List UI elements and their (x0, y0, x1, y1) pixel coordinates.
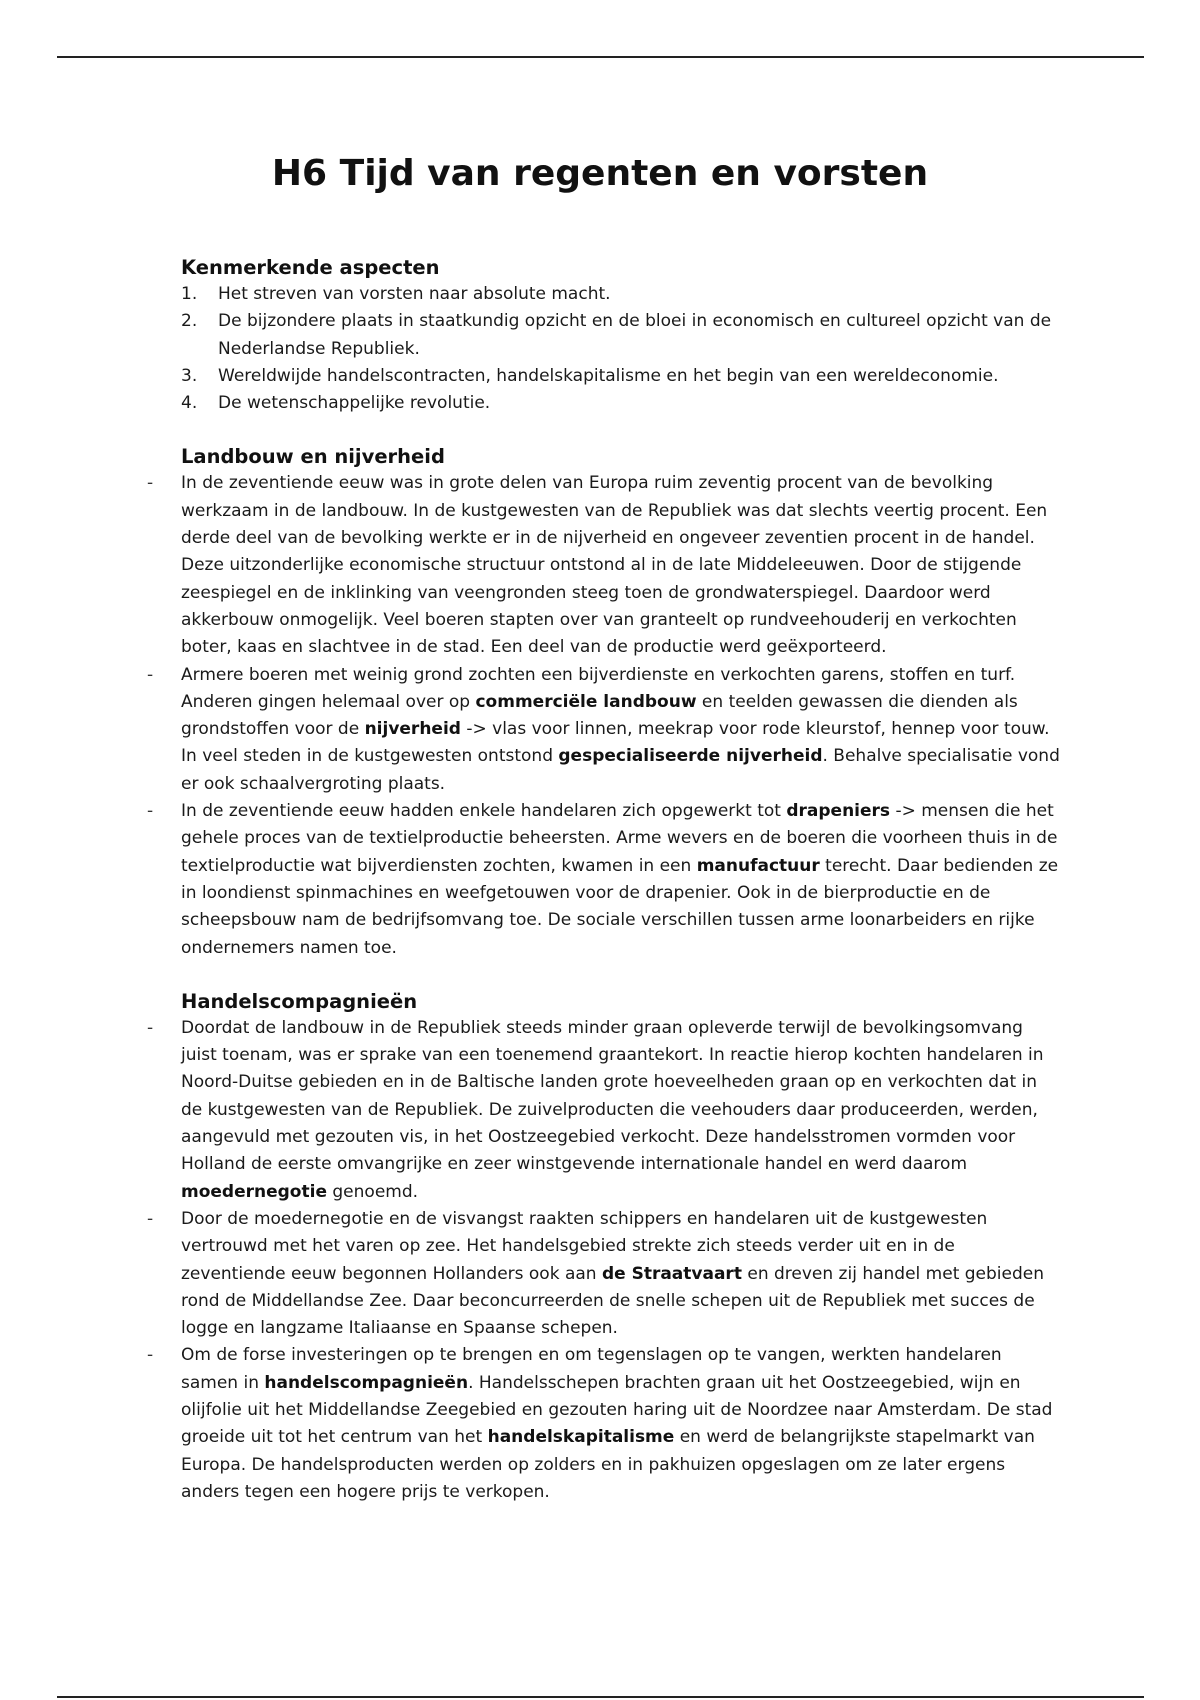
section-heading-handel: Handelscompagnieën (181, 989, 418, 1013)
bold-term: de Straatvaart (601, 1263, 742, 1284)
paragraph-text: . Behalve specialisatie vond er ook schaalvergroting plaats. (181, 746, 1060, 794)
paragraph-text: en werd de belangrijkste stapelmarkt van Europa. De handelsproducten werden op zolders en in pakhuizen opgeslagen om ze later ergens anders tegen een hogere prijs te verkopen. (181, 1427, 1035, 1502)
document-body (147, 254, 1061, 1506)
bullet-paragraph (147, 1015, 1061, 1206)
list-number: 3. (181, 365, 198, 386)
list-item-text: Wereldwijde handelscontracten, handelskapitalisme en het begin van een wereldeconomie. (218, 365, 999, 386)
spacer (181, 962, 1061, 988)
bold-term: commerciële landbouw (475, 691, 697, 712)
list-item (181, 363, 1061, 390)
section-heading-landbouw: Landbouw en nijverheid (181, 445, 445, 469)
bold-term: nijverheid (364, 719, 461, 740)
list-number: 1. (181, 284, 198, 304)
bullet-paragraph (147, 1206, 1061, 1342)
dash-bullet: - (147, 1017, 154, 1038)
dash-bullet: - (147, 473, 154, 494)
bold-term: handelskapitalisme (487, 1427, 675, 1448)
spacer (181, 417, 1061, 443)
list-item-text: Het streven van vorsten naar absolute macht. (218, 284, 611, 304)
paragraph-text: terecht. Daar bedienden ze in loondienst spinmachines en weefgetouwen voor de drapenier. Ook in de bierproductie en de scheepsbouw nam de bedrijfsomvang toe. De sociale verschillen tussen arme loonarbeiders en rijke ondernemers namen toe. (181, 855, 1059, 958)
paragraph-text: In de zeventiende eeuw hadden enkele handelaren zich opgewerkt tot (181, 801, 787, 822)
paragraph-text: Om de forse investeringen op te brengen en om tegenslagen op te vangen, werkten handelaren samen in (181, 1345, 1002, 1393)
dash-bullet: - (147, 1208, 154, 1229)
bold-term: gespecialiseerde nijverheid (558, 746, 823, 767)
paragraph-text: Door de moedernegotie en de visvangst raakten schippers en handelaren uit de kustgewesten vertrouwd met het varen op zee. Het handelsgebied strekte zich steeds verder uit en in de zeventiende eeuw begonnen Hollanders ook aan (181, 1208, 988, 1284)
page-title: H6 Tijd van regenten en vorsten (271, 153, 929, 194)
paragraph-text: In de zeventiende eeuw was in grote delen van Europa ruim zeventig procent van de bevolking werkzaam in de landbouw. In de kustgewesten van de Republiek was dat slechts veertig procent. Een derde deel van de bevolking werkte er in de nijverheid en ongeveer zeventien procent in de handel. Deze uitzonderlijke economische structuur ontstond al in de late Middeleeuwen. Door de stijgende zeespiegel en de inklinking van veengronden steeg toen de grondwaterspiegel. Daardoor werd akkerbouw onmogelijk. Veel boeren stapten over van granteelt op rundveehouderij en verkochten boter, kaas en slachtvee in de stad. Een deel van de productie werd geëxporteerd. (181, 473, 1048, 658)
paragraph-text: en dreven zij handel met gebieden rond de Middellandse Zee. Daar beconcurreerden de snelle schepen uit de Republiek met succes de logge en langzame Italiaanse en Spaanse schepen. (181, 1263, 1045, 1339)
section-heading-kenmerkende: Kenmerkende aspecten (181, 256, 440, 279)
bullet-paragraph (147, 798, 1061, 962)
list-item-text: De wetenschappelijke revolutie. (218, 393, 491, 414)
paragraph-text: en teelden gewassen die dienden als grondstoffen voor de (181, 691, 1018, 740)
paragraph-text: genoemd. (326, 1181, 419, 1202)
bullet-paragraph (147, 470, 1061, 661)
bullet-paragraph (147, 662, 1061, 798)
list-number: 2. (181, 311, 198, 332)
bold-term: manufactuur (696, 855, 820, 876)
list-item (181, 390, 1061, 417)
list-item (181, 281, 1061, 308)
bold-term: handelscompagnieën (264, 1372, 469, 1393)
top-rule (57, 56, 1144, 58)
paragraph-text: . Handelsschepen brachten graan uit het Oostzeegebied, wijn en olijfolie uit het Middellandse Zeegebied en gezouten haring uit de Noordzee naar Amsterdam. De stad groeide uit tot het centrum van het (181, 1372, 1053, 1448)
dash-bullet: - (147, 664, 154, 685)
paragraph-text: Doordat de landbouw in de Republiek steeds minder graan opleverde terwijl de bevolkingsomvang juist toenam, was er sprake van een toenemend graantekort. In reactie hierop kochten handelaren in Noord-Duitse gebieden en in de Baltische landen grote hoeveelheden graan op en verkochten dat in de kustgewesten van de Republiek. De zuivelproducten die veehouders daar produceerden, werden, aangevuld met gezouten vis, in het Oostzeegebied verkocht. Deze handelsstromen vormden voor Holland de eerste omvangrijke en zeer winstgevende internationale handel en werd daarom (181, 1017, 1044, 1175)
bullet-paragraph (147, 1342, 1061, 1506)
paragraph-text: Armere boeren met weinig grond zochten een bijverdienste en verkochten garens, stoffen en turf. Anderen gingen helemaal over op (181, 664, 1016, 712)
paragraph-text: -> vlas voor linnen, meekrap voor rode kleurstof, hennep voor touw. In veel steden in de kustgewesten ontstond (181, 719, 1050, 767)
numbered-list (181, 281, 1061, 417)
list-number: 4. (181, 393, 198, 414)
bullet-list-landbouw (147, 470, 1061, 961)
dash-bullet: - (147, 1345, 154, 1366)
list-item (181, 308, 1061, 363)
list-item-text: De bijzondere plaats in staatkundig opzicht en de bloei in economisch en cultureel opzicht van de Nederlandse Republiek. (218, 311, 1052, 359)
bold-term: moedernegotie (181, 1181, 327, 1202)
bullet-list-handel (147, 1015, 1061, 1506)
bold-term: drapeniers (786, 801, 891, 822)
bottom-rule (57, 1696, 1144, 1698)
dash-bullet: - (147, 801, 154, 822)
paragraph-text: -> mensen die het gehele proces van de textielproductie beheersten. Arme wevers en de boeren die voorheen thuis in de textielproductie wat bijverdiensten zochten, kwamen in een (181, 801, 1058, 876)
